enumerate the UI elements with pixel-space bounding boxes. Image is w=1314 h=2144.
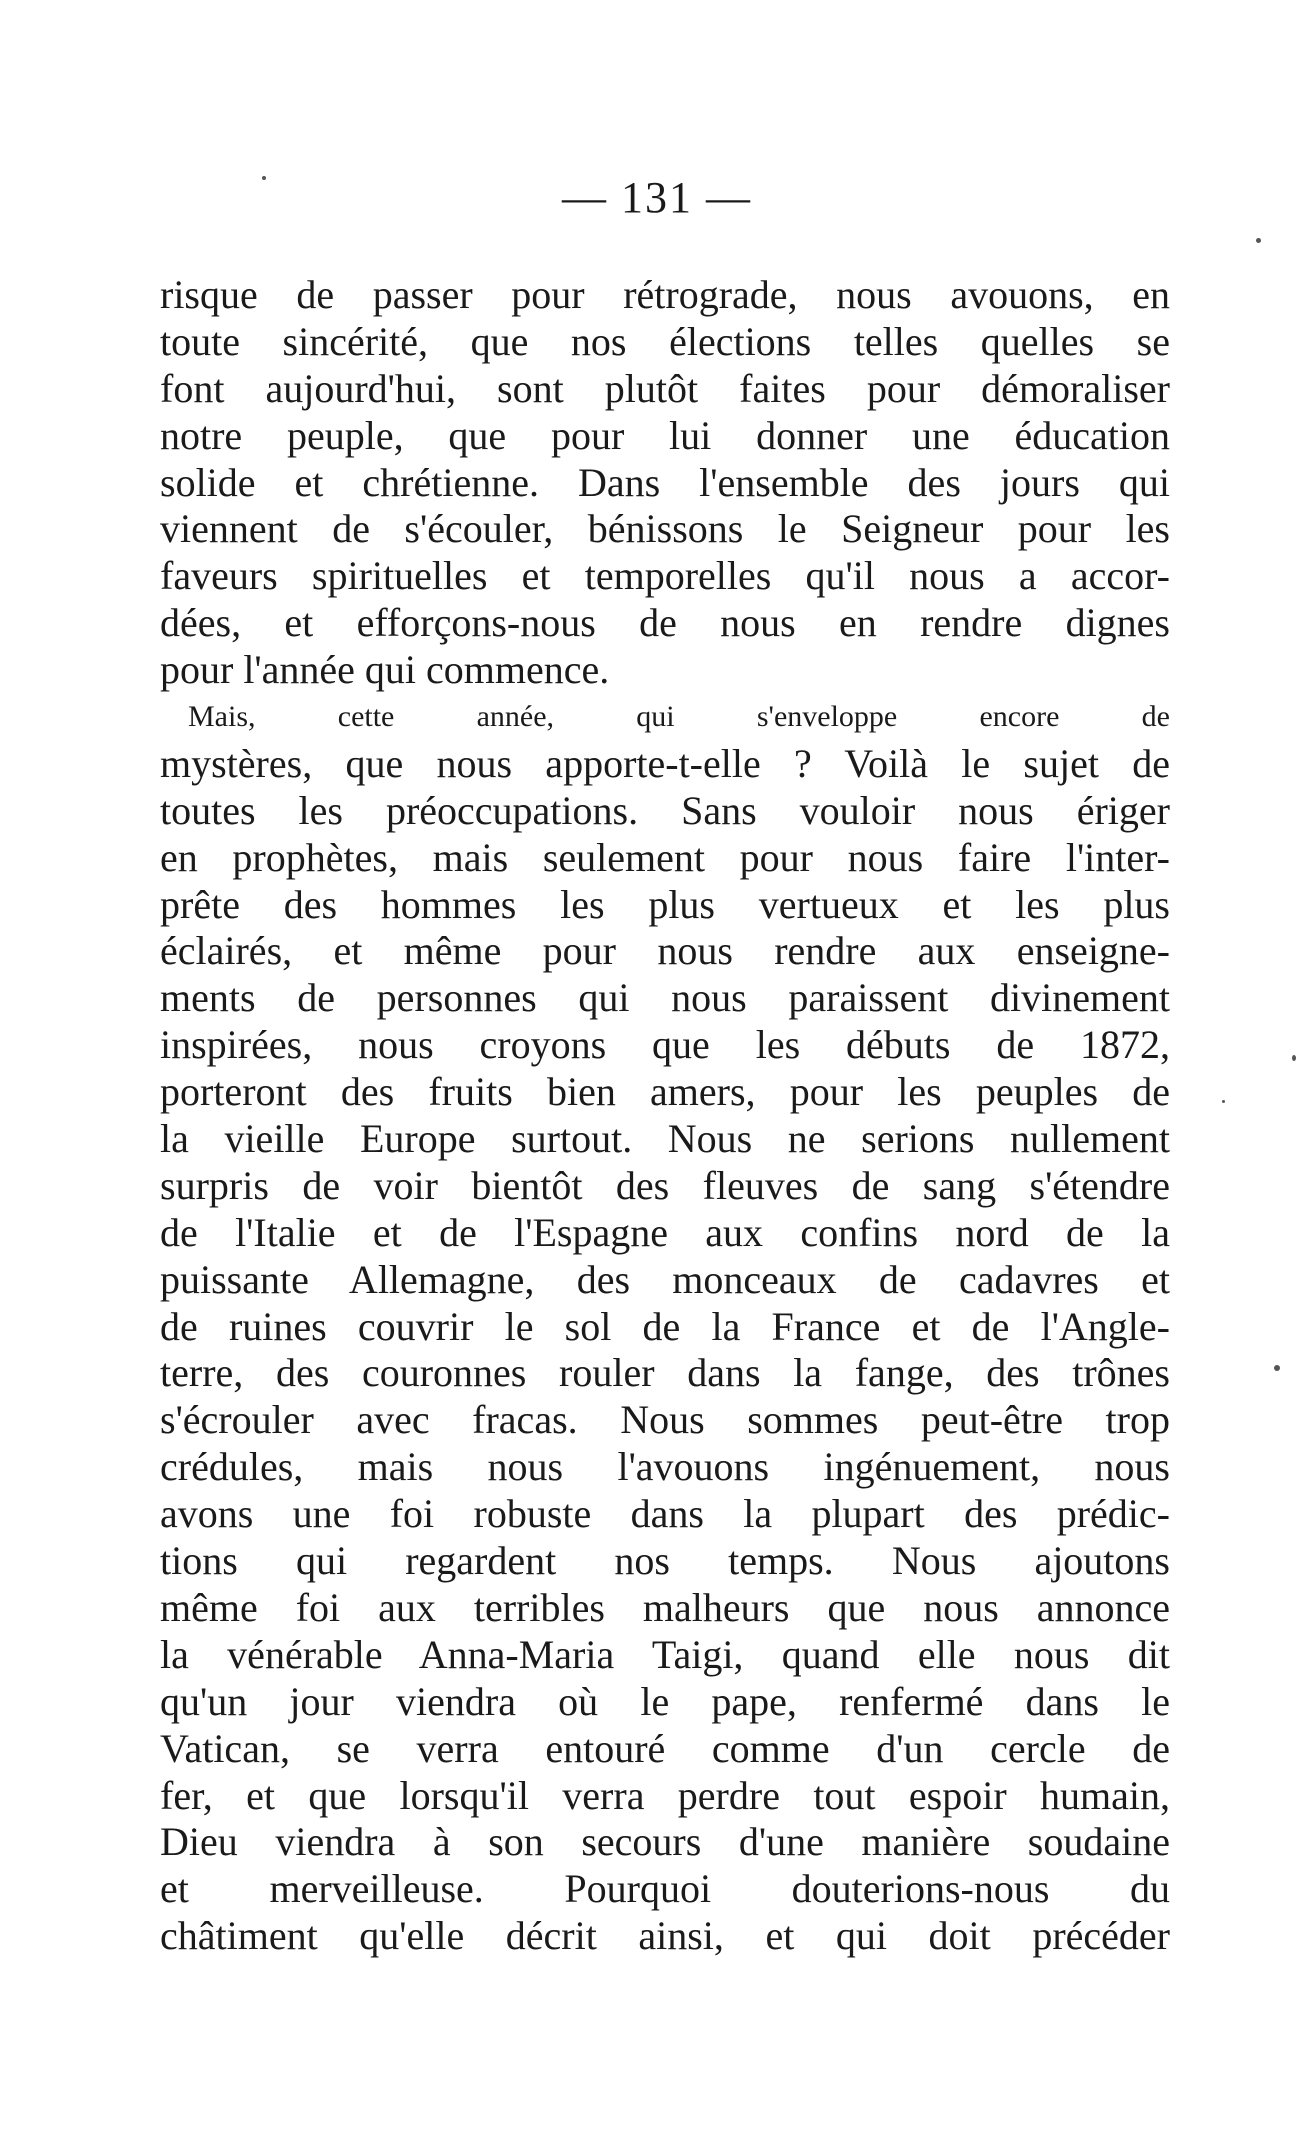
print-speck: [1256, 238, 1261, 243]
text-line: toutes les préoccupations. Sans vouloir nous ériger: [160, 787, 1170, 833]
text-line: porteront des fruits bien amers, pour les peuples de: [160, 1069, 1170, 1115]
text-line: Vatican, se verra entouré comme d'un cercle de: [160, 1725, 1170, 1771]
text-line: prête des hommes les plus vertueux et les plus: [160, 881, 1170, 927]
text-line: notre peuple, que pour lui donner une éducation: [160, 412, 1170, 458]
text-line: inspirées, nous croyons que les débuts de 1872,: [160, 1022, 1170, 1068]
text-line: ments de personnes qui nous paraissent divinement: [160, 975, 1170, 1021]
text-line: toute sincérité, que nos élections telles quelles se: [160, 318, 1170, 364]
text-line: dées, et efforçons-nous de nous en rendre dignes: [160, 600, 1170, 646]
text-line: la vieille Europe surtout. Nous ne serions nullement: [160, 1116, 1170, 1162]
text-line: en prophètes, mais seulement pour nous faire l'inter-: [160, 834, 1170, 880]
page-body-text: [160, 272, 1170, 1960]
text-line: surpris de voir bientôt des fleuves de sang s'étendre: [160, 1162, 1170, 1208]
page-number: — 131 —: [562, 173, 752, 222]
text-line: font aujourd'hui, sont plutôt faites pour démoraliser: [160, 365, 1170, 411]
print-speck: [1274, 1365, 1280, 1371]
text-line: fer, et que lorsqu'il verra perdre tout espoir humain,: [160, 1772, 1170, 1818]
text-line: faveurs spirituelles et temporelles qu'il nous a accor-: [160, 553, 1170, 599]
text-line: Mais, cette année, qui s'enveloppe encore de: [188, 700, 1170, 734]
text-line: crédules, mais nous l'avouons ingénuement, nous: [160, 1444, 1170, 1490]
text-line: puissante Allemagne, des monceaux de cadavres et: [160, 1256, 1170, 1302]
text-line: mystères, que nous apporte-t-elle ? Voilà le sujet de: [160, 740, 1170, 786]
text-line: et merveilleuse. Pourquoi douterions-nous du: [160, 1866, 1170, 1912]
text-line: qu'un jour viendra où le pape, renfermé dans le: [160, 1678, 1170, 1724]
text-line: châtiment qu'elle décrit ainsi, et qui doit précéder: [160, 1913, 1170, 1959]
text-line: risque de passer pour rétrograde, nous avouons, en: [160, 272, 1170, 317]
print-speck: [1292, 1055, 1296, 1061]
text-line: s'écrouler avec fracas. Nous sommes peut-être trop: [160, 1397, 1170, 1443]
text-line: terre, des couronnes rouler dans la fange, des trônes: [160, 1350, 1170, 1396]
text-line: pour l'année qui commence.: [160, 647, 610, 693]
text-line: avons une foi robuste dans la plupart des prédic-: [160, 1491, 1170, 1537]
text-line: viennent de s'écouler, bénissons le Seigneur pour les: [160, 506, 1170, 552]
text-line: éclairés, et même pour nous rendre aux enseigne-: [160, 928, 1170, 974]
print-speck: [262, 176, 266, 180]
text-line: de ruines couvrir le sol de la France et de l'Angle-: [160, 1303, 1170, 1349]
text-line: Dieu viendra à son secours d'une manière soudaine: [160, 1819, 1170, 1865]
text-line: même foi aux terribles malheurs que nous annonce: [160, 1584, 1170, 1630]
text-line: de l'Italie et de l'Espagne aux confins nord de la: [160, 1209, 1170, 1255]
text-line: la vénérable Anna-Maria Taigi, quand elle nous dit: [160, 1631, 1170, 1677]
text-line: solide et chrétienne. Dans l'ensemble des jours qui: [160, 459, 1170, 505]
print-speck: [1222, 1100, 1225, 1103]
text-line: tions qui regardent nos temps. Nous ajoutons: [160, 1538, 1170, 1584]
